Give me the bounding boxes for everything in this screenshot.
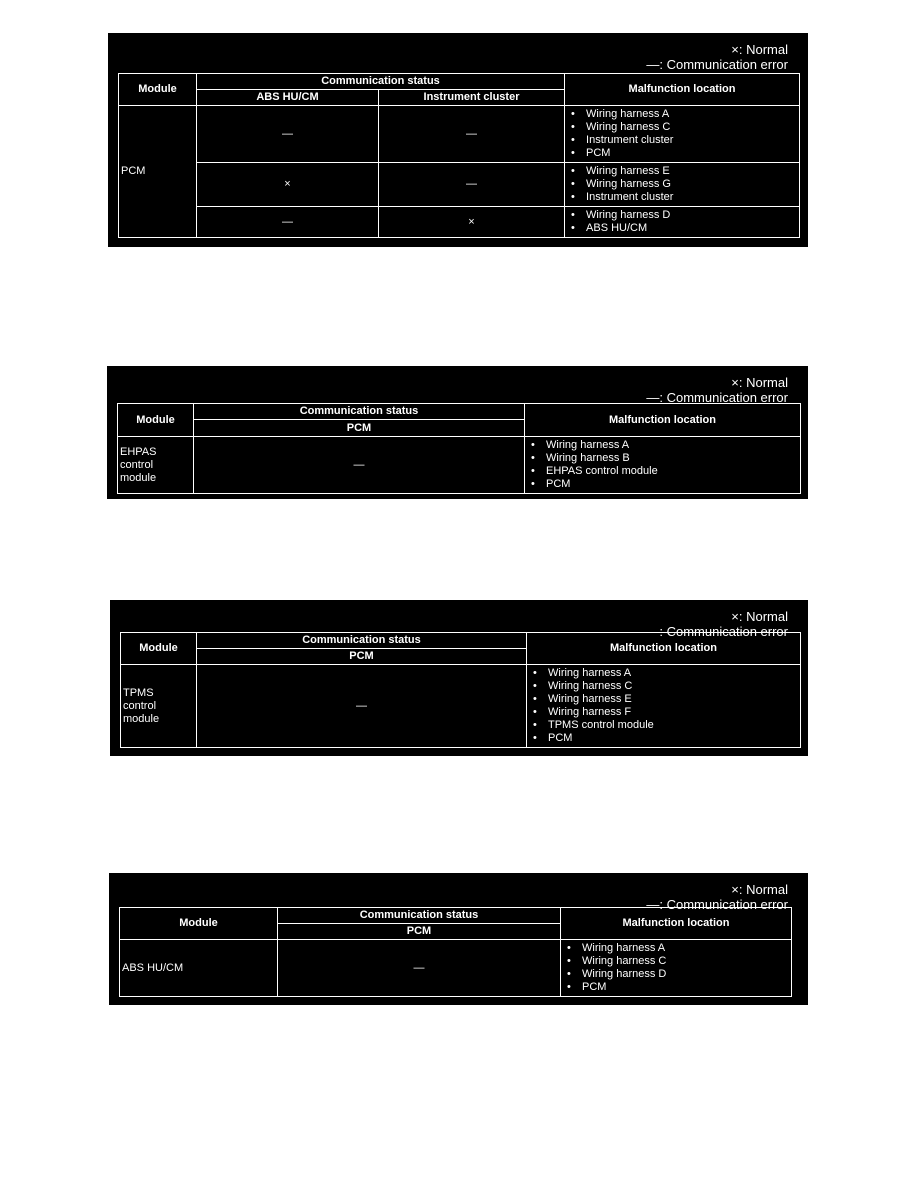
legend-normal: ×: Normal xyxy=(731,882,788,897)
header-malfunction: Malfunction location xyxy=(527,633,801,665)
list-item: • PCM xyxy=(571,147,799,160)
status-cell: — xyxy=(194,437,525,494)
malfunction-cell xyxy=(565,207,800,238)
list-item: • Wiring harness G xyxy=(571,178,799,191)
list-item: • Instrument cluster xyxy=(571,191,799,204)
header-malfunction: Malfunction location xyxy=(525,404,801,437)
header-comm-status: Communication status xyxy=(197,74,565,90)
legend-error: —: Communication error xyxy=(646,897,788,912)
status-cell: × xyxy=(379,207,565,238)
header-comm-status: Communication status xyxy=(194,404,525,420)
status-cell: — xyxy=(197,665,527,748)
header-module: Module xyxy=(118,404,194,437)
list-item: • Wiring harness E xyxy=(533,693,800,706)
header-comm-status: Communication status xyxy=(278,908,561,924)
malfunction-cell xyxy=(565,106,800,163)
table-panel-pcm xyxy=(108,33,808,247)
module-line: module xyxy=(123,712,160,725)
header-malfunction: Malfunction location xyxy=(565,74,800,106)
list-item: • Wiring harness E xyxy=(571,165,799,178)
header-comm-status: Communication status xyxy=(197,633,527,649)
legend-normal: ×: Normal xyxy=(731,42,788,57)
comm-table-abs xyxy=(119,907,792,997)
status-cell: — xyxy=(197,207,379,238)
module-line: control xyxy=(120,458,154,471)
list-item: • Wiring harness C xyxy=(567,955,791,968)
list-item: • Wiring harness C xyxy=(571,121,799,134)
subheader-pcm: PCM xyxy=(194,420,525,437)
module-line: control xyxy=(123,699,157,712)
comm-table-tpms xyxy=(120,632,801,748)
legend-normal: ×: Normal xyxy=(731,375,788,390)
list-item: • Wiring harness A xyxy=(533,667,800,680)
list-item: • TPMS control module xyxy=(533,719,800,732)
table-panel-tpms xyxy=(110,600,808,756)
header-malfunction: Malfunction location xyxy=(561,908,792,940)
list-item: • PCM xyxy=(531,478,800,491)
module-line: module xyxy=(120,471,157,484)
module-line: TPMS xyxy=(123,686,154,699)
subheader-pcm: PCM xyxy=(197,649,527,665)
status-cell: — xyxy=(379,163,565,207)
module-cell: PCM xyxy=(119,106,197,238)
subheader-pcm: PCM xyxy=(278,924,561,940)
malfunction-cell xyxy=(565,163,800,207)
status-cell: × xyxy=(197,163,379,207)
malfunction-cell xyxy=(525,437,801,494)
header-module: Module xyxy=(121,633,197,665)
status-cell: — xyxy=(278,940,561,997)
status-cell: — xyxy=(379,106,565,163)
list-item: • Wiring harness F xyxy=(533,706,800,719)
list-item: • PCM xyxy=(567,981,791,994)
legend-error: —: Communication error xyxy=(646,57,788,72)
list-item: • Wiring harness D xyxy=(571,209,799,222)
list-item: • Wiring harness B xyxy=(531,452,800,465)
legend xyxy=(646,42,788,72)
comm-table-ehpas xyxy=(117,403,801,494)
list-item: • Wiring harness A xyxy=(567,942,791,955)
list-item: • ABS HU/CM xyxy=(571,222,799,235)
list-item: • Wiring harness A xyxy=(571,108,799,121)
list-item: • Wiring harness C xyxy=(533,680,800,693)
list-item: • Wiring harness D xyxy=(567,968,791,981)
header-module: Module xyxy=(119,74,197,106)
table-panel-ehpas xyxy=(107,366,808,499)
module-line: EHPAS xyxy=(120,445,157,458)
table-panel-abs xyxy=(109,873,808,1005)
module-cell xyxy=(118,437,194,494)
malfunction-cell xyxy=(527,665,801,748)
subheader-instrument: Instrument cluster xyxy=(379,90,565,106)
list-item: • PCM xyxy=(533,732,800,745)
subheader-abs: ABS HU/CM xyxy=(197,90,379,106)
legend xyxy=(646,375,788,405)
module-cell xyxy=(121,665,197,748)
list-item: • EHPAS control module xyxy=(531,465,800,478)
malfunction-cell xyxy=(561,940,792,997)
legend-error: —: Communication error xyxy=(646,390,788,405)
comm-table-pcm xyxy=(118,73,800,238)
legend-normal: ×: Normal xyxy=(731,609,788,624)
legend-error: —: Communication error xyxy=(646,624,788,639)
list-item: • Instrument cluster xyxy=(571,134,799,147)
status-cell: — xyxy=(197,106,379,163)
list-item: • Wiring harness A xyxy=(531,439,800,452)
module-cell: ABS HU/CM xyxy=(120,940,278,997)
header-module: Module xyxy=(120,908,278,940)
